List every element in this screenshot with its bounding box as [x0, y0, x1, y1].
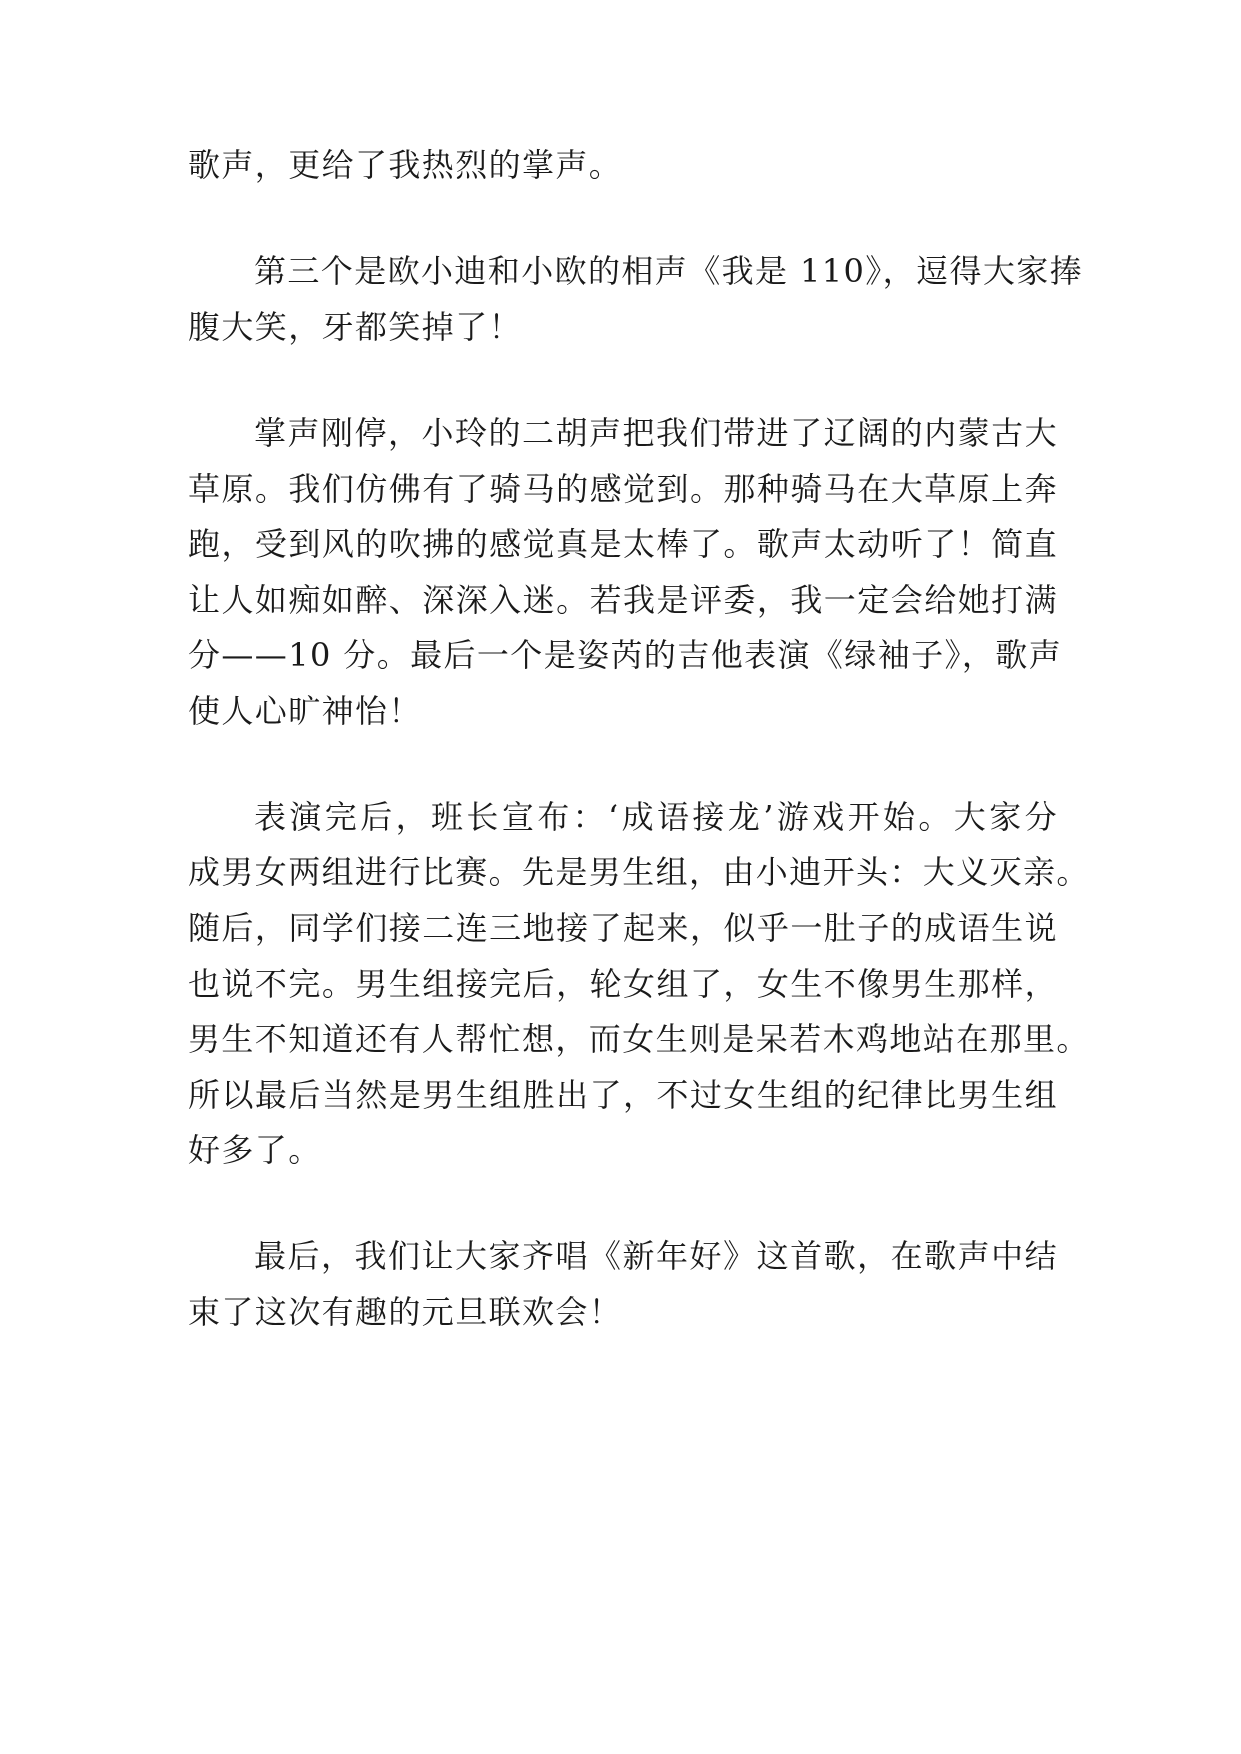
paragraph-3-line-2: 草原。我们仿佛有了骑马的感觉到。那种骑马在大草原上奔: [188, 470, 1058, 508]
paragraph-5-line-2: 束了这次有趣的元旦联欢会！: [188, 1293, 623, 1331]
paragraph-3-line-3: 跑，受到风的吹拂的感觉真是太棒了。歌声太动听了！简直: [188, 525, 1058, 563]
paragraph-2-line-1: 第三个是欧小迪和小欧的相声《我是 110》，逗得大家捧: [254, 252, 1084, 290]
paragraph-4-line-3: 随后，同学们接二连三地接了起来，似乎一肚子的成语生说: [188, 909, 1058, 947]
paragraph-3-line-6: 使人心旷神怡！: [188, 692, 422, 730]
paragraph-4-line-4: 也说不完。男生组接完后，轮女组了，女生不像男生那样，: [188, 965, 1058, 1003]
paragraph-3-line-4: 让人如痴如醉、深深入迷。若我是评委，我一定会给她打满: [188, 581, 1058, 619]
paragraph-4-line-5: 男生不知道还有人帮忙想，而女生则是呆若木鸡地站在那里。: [188, 1020, 1090, 1058]
paragraph-5-line-1: 最后，我们让大家齐唱《新年好》这首歌，在歌声中结: [254, 1237, 1058, 1275]
paragraph-4-line-6: 所以最后当然是男生组胜出了，不过女生组的纪律比男生组: [188, 1076, 1058, 1114]
paragraph-2-line-2: 腹大笑，牙都笑掉了！: [188, 308, 523, 346]
paragraph-3-line-1: 掌声刚停，小玲的二胡声把我们带进了辽阔的内蒙古大: [254, 414, 1058, 452]
paragraph-4-line-7: 好多了。: [188, 1131, 322, 1169]
paragraph-1-line-1: 歌声，更给了我热烈的掌声。: [188, 146, 623, 184]
paragraph-4-line-1: 表演完后，班长宣布：‘成语接龙’游戏开始。大家分: [254, 798, 1058, 836]
paragraph-4-line-2: 成男女两组进行比赛。先是男生组，由小迪开头：大义灭亲。: [188, 853, 1090, 891]
paragraph-3-line-5: 分——10 分。最后一个是姿芮的吉他表演《绿袖子》，歌声: [188, 636, 1063, 674]
